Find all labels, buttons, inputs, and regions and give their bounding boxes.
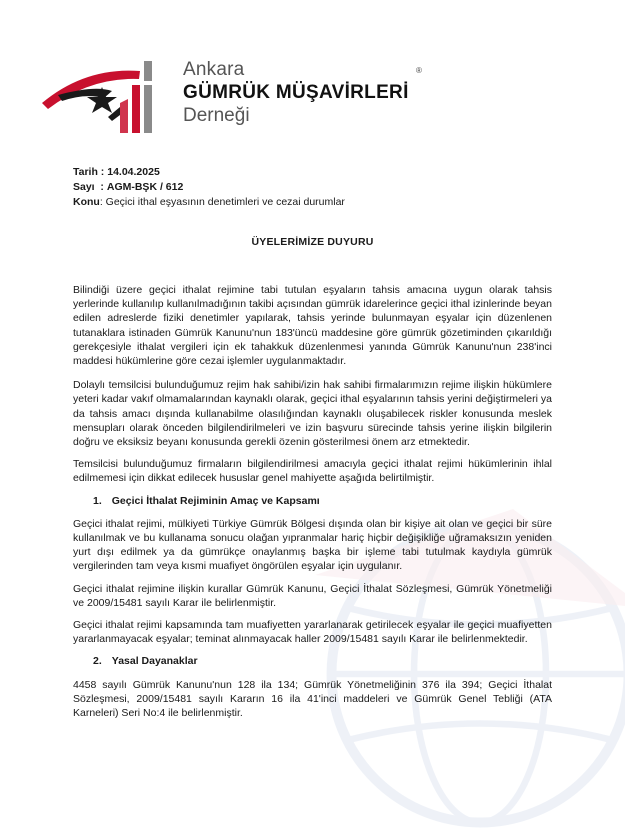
- registered-mark: ®: [416, 66, 422, 75]
- section-heading: [73, 494, 552, 508]
- star-arc-logo-icon: [40, 55, 175, 135]
- paragraph: Temsilcisi bulunduğumuz firmaların bilgilendirilmesi amacıyla geçici ithalat rejimi hükümlerinin ihlal edilmemesi için dikkat edilecek hususlar genel mahiyette aşağıda belirtilmiştir.: [73, 458, 552, 485]
- section-heading: [73, 654, 552, 668]
- logo-line-gumruk: GÜMRÜK MÜŞAVİRLERİ: [183, 82, 409, 103]
- paragraph: Geçici ithalat rejimine ilişkin kurallar Gümrük Kanunu, Geçici İthalat Sözleşmesi, Gümrük Yönetmeliği ve 2009/15481 sayılı Karar ile belirlenmiştir.: [73, 582, 552, 609]
- logo-line-ankara: Ankara: [183, 59, 245, 80]
- logo-line-dernegi: Derneği: [183, 105, 250, 126]
- association-logo: [40, 55, 440, 135]
- date-label: Tarih :: [73, 166, 105, 178]
- paragraph: Dolaylı temsilcisi bulunduğumuz rejim hak sahibi/izin hak sahibi firmalarımızın rejime ilişkin hükümlere yeteri kadar vakıf olmamalarından kaynaklı olarak, geçici ithal eşyalarının tahsis yerini değiştirmeleri ya da tahsis amacı dışında kullanabilme olasılığından kaynaklı oluşabilecek riskler konusunda meslek mensupları olarak önceden bilgilendirilmeleri ve izin başvuru sürecinde tahsis yerine ilişkin bilgilerin doğru ve eksiksiz beyanı konusunda gerekli özenin gösterilmesi önem arz etmektedir.: [73, 379, 552, 449]
- logo-wordmark: [183, 59, 409, 127]
- section-title: Geçici İthalat Rejiminin Amaç ve Kapsamı: [111, 494, 320, 507]
- section-number: 2.: [93, 655, 102, 668]
- number-value: AGM-BŞK / 612: [106, 181, 184, 193]
- subject-label: Konu: [73, 196, 100, 208]
- date-value: 14.04.2025: [107, 166, 160, 178]
- number-label: Sayı :: [73, 181, 104, 193]
- section-number: 1.: [93, 494, 102, 507]
- paragraph: 4458 sayılı Gümrük Kanunu'nun 128 ila 134; Gümrük Yönetmeliğinin 376 ila 394; Geçici İthalat Sözleşmesi, 2009/15481 sayılı Kararın 16 ila 41'inci maddeleri ve Gümrük Genel Tebliği (ATA Karneleri) Seri No:4 ile belirlenmiştir.: [73, 678, 552, 720]
- document-body: [73, 283, 552, 728]
- date-line: [73, 165, 345, 180]
- document-meta: [73, 165, 345, 210]
- paragraph: Geçici ithalat rejimi, mülkiyeti Türkiye Gümrük Bölgesi dışında olan bir kişiye ait olan ve geçici bir süre kullanılmak ve bu kullanama sonucu olağan yıpranmalar hariç hiçbir değişikliğe uğramaksızın yeniden yurt dışı edilmek ya da gümrükçe onaylanmış başka bir işleme tabi tutulmak kaydıyla gümrük vergilerinden tam veya kısmi muafiyet öngörülen eşyalar için uygulanır.: [73, 517, 552, 573]
- number-line: [73, 180, 345, 195]
- section-title: Yasal Dayanaklar: [111, 655, 198, 668]
- paragraph: Geçici ithalat rejimi kapsamında tam muafiyetten yararlanarak getirilecek eşyalar ile geçici muafiyetten yararlanmayacak eşyalar; teminat alınmayacak haller 2009/15481 sayılı Karar ile belirlenmektedir.: [73, 619, 552, 646]
- subject-value: : Geçici ithal eşyasının denetimleri ve cezai durumlar: [99, 196, 345, 208]
- announcement-title: ÜYELERİMİZE DUYURU: [251, 236, 374, 248]
- paragraph: Bilindiği üzere geçici ithalat rejimine tabi tutulan eşyaların tahsis amacına uygun olarak tahsis yerlerinde kullanılıp kullanılmadığının takibi açısından gümrük idarelerince geçici ithal izinlerinde beyan edilen adreslerde fiziki denetimler yapılarak, tahsis yerinde bulunmayan eşyalar için düzenlenen tutanaklara istinaden Gümrük Kanunu'nun 183'üncü maddesine göre gümrük gözetiminden çıkarıldığı gerekçesiyle ithalat vergileri için ek tahakkuk düzenlenmesi yanında Gümrük Kanunu'nun 238'inci maddesi hükümlerine göre cezai işlemler uygulanmaktadır.: [73, 284, 552, 368]
- subject-line: [73, 195, 345, 210]
